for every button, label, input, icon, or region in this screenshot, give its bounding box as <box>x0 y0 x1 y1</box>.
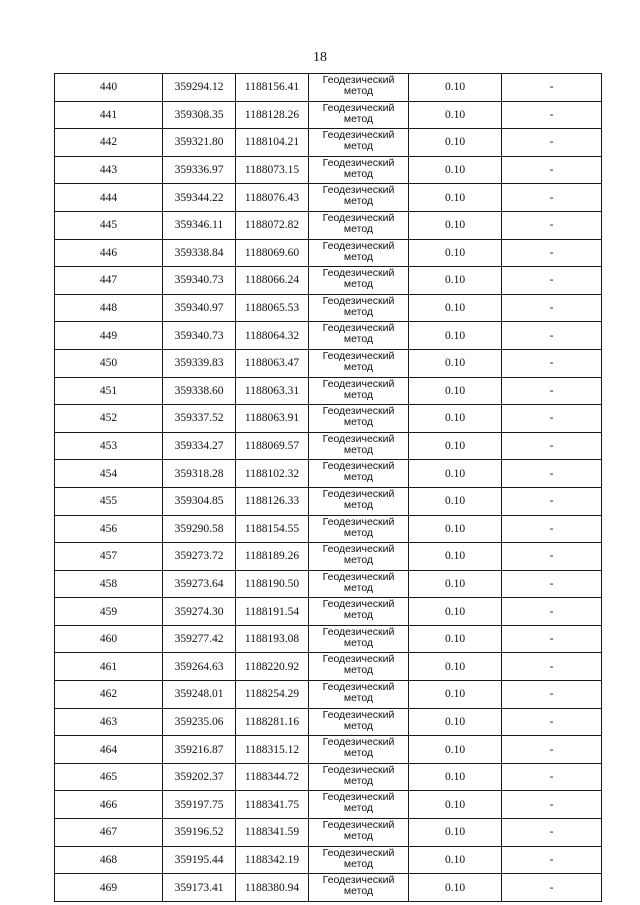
method-text-line: Геодезический <box>322 377 395 390</box>
x-coordinate-cell: 359273.72 <box>163 543 236 571</box>
method-cell <box>309 432 409 460</box>
note-cell: - <box>502 349 602 377</box>
method-text-line: метод <box>343 636 374 649</box>
point-number-cell: 464 <box>55 736 163 764</box>
table-row <box>55 515 602 543</box>
point-number-cell: 469 <box>55 874 163 902</box>
method-text-line: Геодезический <box>322 294 395 307</box>
accuracy-cell: 0.10 <box>409 349 502 377</box>
x-coordinate-cell: 359339.83 <box>163 349 236 377</box>
accuracy-cell: 0.10 <box>409 874 502 902</box>
note-cell: - <box>502 487 602 515</box>
method-text-line: метод <box>343 360 374 373</box>
note-cell: - <box>502 101 602 129</box>
method-cell <box>309 763 409 791</box>
method-text-line: Геодезический <box>322 432 395 445</box>
x-coordinate-cell: 359304.85 <box>163 487 236 515</box>
note-cell: - <box>502 239 602 267</box>
method-text-line: метод <box>343 857 374 870</box>
x-coordinate-cell: 359294.12 <box>163 74 236 102</box>
method-text-line: Геодезический <box>322 791 395 804</box>
table-row <box>55 322 602 350</box>
note-cell: - <box>502 708 602 736</box>
point-number-cell: 446 <box>55 239 163 267</box>
table-row <box>55 184 602 212</box>
method-text-line: метод <box>343 112 374 125</box>
table-row <box>55 763 602 791</box>
point-number-cell: 460 <box>55 625 163 653</box>
method-cell <box>309 184 409 212</box>
table-row <box>55 653 602 681</box>
x-coordinate-cell: 359340.97 <box>163 294 236 322</box>
table-row <box>55 405 602 433</box>
point-number-cell: 463 <box>55 708 163 736</box>
x-coordinate-cell: 359337.52 <box>163 405 236 433</box>
method-cell <box>309 349 409 377</box>
method-text-line: Геодезический <box>322 349 395 362</box>
note-cell: - <box>502 322 602 350</box>
accuracy-cell: 0.10 <box>409 432 502 460</box>
method-text-line: Геодезический <box>322 74 395 86</box>
y-coordinate-cell: 1188069.57 <box>236 432 309 460</box>
point-number-cell: 458 <box>55 570 163 598</box>
accuracy-cell: 0.10 <box>409 681 502 709</box>
accuracy-cell: 0.10 <box>409 515 502 543</box>
method-cell <box>309 736 409 764</box>
method-text-line: Геодезический <box>322 874 395 887</box>
x-coordinate-cell: 359273.64 <box>163 570 236 598</box>
method-cell <box>309 515 409 543</box>
note-cell: - <box>502 653 602 681</box>
y-coordinate-cell: 1188315.12 <box>236 736 309 764</box>
x-coordinate-cell: 359290.58 <box>163 515 236 543</box>
method-text-line: Геодезический <box>322 708 395 721</box>
note-cell: - <box>502 460 602 488</box>
x-coordinate-cell: 359274.30 <box>163 598 236 626</box>
x-coordinate-cell: 359336.97 <box>163 156 236 184</box>
method-cell <box>309 267 409 295</box>
accuracy-cell: 0.10 <box>409 322 502 350</box>
point-number-cell: 466 <box>55 791 163 819</box>
method-cell <box>309 846 409 874</box>
x-coordinate-cell: 359340.73 <box>163 267 236 295</box>
method-text-line: Геодезический <box>322 322 395 335</box>
x-coordinate-cell: 359338.60 <box>163 377 236 405</box>
table-row <box>55 846 602 874</box>
method-text-line: Геодезический <box>322 819 395 832</box>
table-row <box>55 543 602 571</box>
point-number-cell: 447 <box>55 267 163 295</box>
y-coordinate-cell: 1188104.21 <box>236 129 309 157</box>
table-row <box>55 819 602 847</box>
method-cell <box>309 129 409 157</box>
method-text-line: метод <box>343 719 374 732</box>
table-row <box>55 681 602 709</box>
method-text-line: метод <box>343 333 374 346</box>
accuracy-cell: 0.10 <box>409 763 502 791</box>
x-coordinate-cell: 359340.73 <box>163 322 236 350</box>
method-text-line: метод <box>343 581 374 594</box>
point-number-cell: 449 <box>55 322 163 350</box>
y-coordinate-cell: 1188102.32 <box>236 460 309 488</box>
method-text-line: Геодезический <box>322 267 395 280</box>
x-coordinate-cell: 359248.01 <box>163 681 236 709</box>
accuracy-cell: 0.10 <box>409 211 502 239</box>
accuracy-cell: 0.10 <box>409 846 502 874</box>
method-text-line: метод <box>343 416 374 429</box>
method-text-line: метод <box>343 85 374 97</box>
note-cell: - <box>502 625 602 653</box>
method-text-line: метод <box>343 747 374 760</box>
point-number-cell: 443 <box>55 156 163 184</box>
y-coordinate-cell: 1188073.15 <box>236 156 309 184</box>
method-text-line: Геодезический <box>322 543 395 556</box>
y-coordinate-cell: 1188341.75 <box>236 791 309 819</box>
method-text-line: метод <box>343 388 374 401</box>
method-text-line: метод <box>343 554 374 567</box>
accuracy-cell: 0.10 <box>409 736 502 764</box>
method-text-line: Геодезический <box>322 129 395 142</box>
x-coordinate-cell: 359235.06 <box>163 708 236 736</box>
table-row <box>55 708 602 736</box>
note-cell: - <box>502 515 602 543</box>
point-number-cell: 448 <box>55 294 163 322</box>
point-number-cell: 468 <box>55 846 163 874</box>
x-coordinate-cell: 359308.35 <box>163 101 236 129</box>
y-coordinate-cell: 1188069.60 <box>236 239 309 267</box>
accuracy-cell: 0.10 <box>409 598 502 626</box>
table-row <box>55 239 602 267</box>
coordinates-table <box>54 73 602 902</box>
table-row <box>55 294 602 322</box>
y-coordinate-cell: 1188065.53 <box>236 294 309 322</box>
point-number-cell: 454 <box>55 460 163 488</box>
accuracy-cell: 0.10 <box>409 377 502 405</box>
accuracy-cell: 0.10 <box>409 625 502 653</box>
table-row <box>55 349 602 377</box>
note-cell: - <box>502 874 602 902</box>
page-number: 18 <box>313 50 327 65</box>
accuracy-cell: 0.10 <box>409 294 502 322</box>
y-coordinate-cell: 1188380.94 <box>236 874 309 902</box>
method-text-line: метод <box>343 609 374 622</box>
x-coordinate-cell: 359277.42 <box>163 625 236 653</box>
method-cell <box>309 377 409 405</box>
point-number-cell: 465 <box>55 763 163 791</box>
method-text-line: Геодезический <box>322 460 395 473</box>
note-cell: - <box>502 763 602 791</box>
accuracy-cell: 0.10 <box>409 74 502 102</box>
note-cell: - <box>502 74 602 102</box>
accuracy-cell: 0.10 <box>409 791 502 819</box>
x-coordinate-cell: 359344.22 <box>163 184 236 212</box>
table-row <box>55 156 602 184</box>
y-coordinate-cell: 1188072.82 <box>236 211 309 239</box>
y-coordinate-cell: 1188281.16 <box>236 708 309 736</box>
accuracy-cell: 0.10 <box>409 184 502 212</box>
note-cell: - <box>502 791 602 819</box>
method-cell <box>309 156 409 184</box>
method-text-line: метод <box>343 830 374 843</box>
x-coordinate-cell: 359173.41 <box>163 874 236 902</box>
table-row <box>55 377 602 405</box>
point-number-cell: 444 <box>55 184 163 212</box>
method-cell <box>309 708 409 736</box>
method-text-line: метод <box>343 802 374 815</box>
method-cell <box>309 543 409 571</box>
method-text-line: Геодезический <box>322 239 395 252</box>
table-row <box>55 625 602 653</box>
method-cell <box>309 570 409 598</box>
note-cell: - <box>502 294 602 322</box>
method-cell <box>309 653 409 681</box>
y-coordinate-cell: 1188342.19 <box>236 846 309 874</box>
point-number-cell: 456 <box>55 515 163 543</box>
table-row <box>55 874 602 902</box>
note-cell: - <box>502 598 602 626</box>
note-cell: - <box>502 736 602 764</box>
coordinates-table-body <box>55 74 602 902</box>
x-coordinate-cell: 359197.75 <box>163 791 236 819</box>
point-number-cell: 452 <box>55 405 163 433</box>
note-cell: - <box>502 184 602 212</box>
method-text-line: Геодезический <box>322 515 395 528</box>
table-row <box>55 487 602 515</box>
method-cell <box>309 74 409 102</box>
x-coordinate-cell: 359202.37 <box>163 763 236 791</box>
method-text-line: метод <box>343 774 374 787</box>
y-coordinate-cell: 1188341.59 <box>236 819 309 847</box>
method-cell <box>309 405 409 433</box>
method-cell <box>309 791 409 819</box>
accuracy-cell: 0.10 <box>409 267 502 295</box>
accuracy-cell: 0.10 <box>409 405 502 433</box>
method-text-line: метод <box>343 250 374 263</box>
x-coordinate-cell: 359346.11 <box>163 211 236 239</box>
point-number-cell: 457 <box>55 543 163 571</box>
method-text-line: Геодезический <box>322 598 395 611</box>
method-cell <box>309 681 409 709</box>
point-number-cell: 455 <box>55 487 163 515</box>
x-coordinate-cell: 359264.63 <box>163 653 236 681</box>
note-cell: - <box>502 681 602 709</box>
x-coordinate-cell: 359321.80 <box>163 129 236 157</box>
method-text-line: метод <box>343 140 374 153</box>
note-cell: - <box>502 377 602 405</box>
method-text-line: метод <box>343 471 374 484</box>
table-row <box>55 211 602 239</box>
y-coordinate-cell: 1188156.41 <box>236 74 309 102</box>
point-number-cell: 461 <box>55 653 163 681</box>
y-coordinate-cell: 1188063.91 <box>236 405 309 433</box>
point-number-cell: 451 <box>55 377 163 405</box>
x-coordinate-cell: 359196.52 <box>163 819 236 847</box>
table-row <box>55 74 602 102</box>
note-cell: - <box>502 129 602 157</box>
method-cell <box>309 819 409 847</box>
table-row <box>55 460 602 488</box>
y-coordinate-cell: 1188254.29 <box>236 681 309 709</box>
point-number-cell: 440 <box>55 74 163 102</box>
y-coordinate-cell: 1188064.32 <box>236 322 309 350</box>
point-number-cell: 467 <box>55 819 163 847</box>
method-text-line: Геодезический <box>322 156 395 169</box>
note-cell: - <box>502 211 602 239</box>
y-coordinate-cell: 1188066.24 <box>236 267 309 295</box>
note-cell: - <box>502 543 602 571</box>
method-text-line: метод <box>343 278 374 291</box>
method-cell <box>309 625 409 653</box>
x-coordinate-cell: 359216.87 <box>163 736 236 764</box>
method-cell <box>309 322 409 350</box>
method-text-line: Геодезический <box>322 736 395 749</box>
accuracy-cell: 0.10 <box>409 708 502 736</box>
method-text-line: Геодезический <box>322 625 395 638</box>
table-row <box>55 432 602 460</box>
method-text-line: метод <box>343 885 374 898</box>
method-cell <box>309 239 409 267</box>
accuracy-cell: 0.10 <box>409 570 502 598</box>
x-coordinate-cell: 359318.28 <box>163 460 236 488</box>
note-cell: - <box>502 156 602 184</box>
method-text-line: метод <box>343 167 374 180</box>
x-coordinate-cell: 359195.44 <box>163 846 236 874</box>
method-cell <box>309 211 409 239</box>
y-coordinate-cell: 1188190.50 <box>236 570 309 598</box>
point-number-cell: 453 <box>55 432 163 460</box>
y-coordinate-cell: 1188193.08 <box>236 625 309 653</box>
note-cell: - <box>502 570 602 598</box>
accuracy-cell: 0.10 <box>409 156 502 184</box>
method-text-line: метод <box>343 195 374 208</box>
method-cell <box>309 598 409 626</box>
method-text-line: метод <box>343 222 374 235</box>
accuracy-cell: 0.10 <box>409 239 502 267</box>
method-cell <box>309 487 409 515</box>
y-coordinate-cell: 1188063.31 <box>236 377 309 405</box>
method-cell <box>309 874 409 902</box>
table-row <box>55 598 602 626</box>
method-text-line: метод <box>343 692 374 705</box>
method-text-line: Геодезический <box>322 487 395 500</box>
accuracy-cell: 0.10 <box>409 819 502 847</box>
accuracy-cell: 0.10 <box>409 129 502 157</box>
method-text-line: метод <box>343 498 374 511</box>
method-text-line: Геодезический <box>322 211 395 224</box>
note-cell: - <box>502 432 602 460</box>
point-number-cell: 450 <box>55 349 163 377</box>
method-text-line: метод <box>343 664 374 677</box>
x-coordinate-cell: 359338.84 <box>163 239 236 267</box>
method-text-line: Геодезический <box>322 184 395 197</box>
method-text-line: Геодезический <box>322 101 395 114</box>
y-coordinate-cell: 1188063.47 <box>236 349 309 377</box>
point-number-cell: 442 <box>55 129 163 157</box>
y-coordinate-cell: 1188126.33 <box>236 487 309 515</box>
accuracy-cell: 0.10 <box>409 460 502 488</box>
note-cell: - <box>502 267 602 295</box>
method-text-line: Геодезический <box>322 681 395 694</box>
method-text-line: Геодезический <box>322 405 395 418</box>
point-number-cell: 459 <box>55 598 163 626</box>
note-cell: - <box>502 819 602 847</box>
method-cell <box>309 101 409 129</box>
method-text-line: Геодезический <box>322 570 395 583</box>
y-coordinate-cell: 1188154.55 <box>236 515 309 543</box>
point-number-cell: 441 <box>55 101 163 129</box>
accuracy-cell: 0.10 <box>409 487 502 515</box>
method-text-line: Геодезический <box>322 763 395 776</box>
y-coordinate-cell: 1188344.72 <box>236 763 309 791</box>
y-coordinate-cell: 1188076.43 <box>236 184 309 212</box>
accuracy-cell: 0.10 <box>409 101 502 129</box>
y-coordinate-cell: 1188128.26 <box>236 101 309 129</box>
table-row <box>55 570 602 598</box>
point-number-cell: 462 <box>55 681 163 709</box>
point-number-cell: 445 <box>55 211 163 239</box>
table-row <box>55 791 602 819</box>
note-cell: - <box>502 846 602 874</box>
y-coordinate-cell: 1188191.54 <box>236 598 309 626</box>
table-row <box>55 736 602 764</box>
y-coordinate-cell: 1188220.92 <box>236 653 309 681</box>
method-text-line: метод <box>343 443 374 456</box>
table-row <box>55 267 602 295</box>
note-cell: - <box>502 405 602 433</box>
y-coordinate-cell: 1188189.26 <box>236 543 309 571</box>
method-cell <box>309 294 409 322</box>
table-row <box>55 101 602 129</box>
method-text-line: Геодезический <box>322 846 395 859</box>
method-text-line: метод <box>343 526 374 539</box>
method-cell <box>309 460 409 488</box>
accuracy-cell: 0.10 <box>409 543 502 571</box>
method-text-line: Геодезический <box>322 653 395 666</box>
accuracy-cell: 0.10 <box>409 653 502 681</box>
table-row <box>55 129 602 157</box>
x-coordinate-cell: 359334.27 <box>163 432 236 460</box>
method-text-line: метод <box>343 305 374 318</box>
